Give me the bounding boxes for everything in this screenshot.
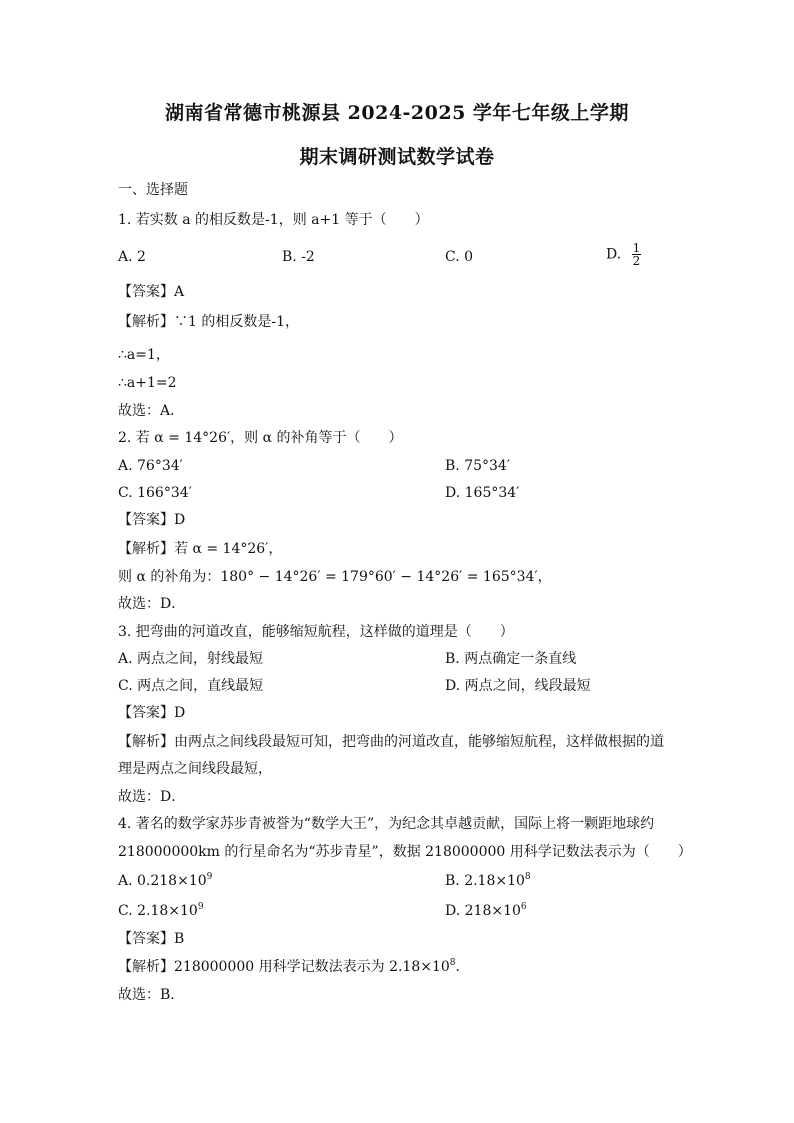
q4-analysis	[118, 958, 470, 976]
q4-analysis-exponent: 8	[449, 958, 456, 968]
q4-analysis-end: ．	[455, 959, 470, 975]
q4-answer: 【答案】B	[118, 931, 185, 947]
q4-option-a	[118, 872, 212, 890]
q4-option-b-base: B. 2.18×10	[445, 873, 525, 889]
q4-option-c	[118, 902, 204, 920]
doc-title-line1: 湖南省常德市桃源县 2024-2025 学年七年级上学期	[165, 102, 629, 124]
q4-analysis-text: 【解析】218000000 用科学记数法表示为 2.18×10	[118, 959, 450, 975]
q1-stem: 1. 若实数 a 的相反数是-1，则 a+1 等于（ ）	[118, 212, 429, 228]
section-heading: 一、选择题	[118, 182, 188, 198]
q3-option-b: B. 两点确定一条直线	[445, 651, 577, 667]
q2-conclusion: 故选：D．	[118, 596, 186, 612]
q4-option-c-exponent: 9	[197, 902, 204, 912]
q4-option-d-base: D. 218×10	[445, 903, 521, 919]
doc-title-line2: 期末调研测试数学试卷	[299, 146, 495, 168]
q2-option-d: D. 165°34′	[445, 485, 520, 501]
q4-option-c-base: C. 2.18×10	[118, 903, 198, 919]
q1-analysis-2: ∴a=1，	[118, 347, 170, 363]
q2-answer: 【答案】D	[118, 512, 186, 528]
q3-conclusion: 故选：D．	[118, 789, 186, 805]
q4-stem-line2: 218000000km 的行星命名为“苏步青星”，数据 218000000 用科学记数法表示为（ ）	[118, 844, 692, 860]
q1-option-b: B. -2	[282, 249, 315, 265]
q1-option-d-fraction	[632, 242, 642, 267]
q1-answer: 【答案】A	[118, 284, 185, 300]
q2-analysis-1: 【解析】若 α = 14°26′，	[118, 541, 283, 557]
q3-analysis-2: 理是两点之间线段最短，	[118, 761, 272, 777]
q3-option-a: A. 两点之间，射线最短	[118, 651, 264, 667]
q4-option-b-exponent: 8	[524, 872, 531, 882]
q1-option-a: A. 2	[118, 249, 146, 265]
q3-option-d: D. 两点之间，线段最短	[445, 678, 591, 694]
q1-conclusion: 故选：A．	[118, 403, 185, 419]
q4-option-a-base: A. 0.218×10	[118, 873, 207, 889]
fraction-denominator: 2	[632, 254, 641, 268]
q4-stem-line1: 4. 著名的数学家苏步青被誉为“数学大王”，为纪念其卓越贡献，国际上将一颗距地球约	[118, 816, 655, 832]
q3-analysis-1: 【解析】由两点之间线段最短可知，把弯曲的河道改直，能够缩短航程，这样做根据的道	[118, 734, 664, 750]
q4-option-b	[445, 872, 531, 890]
q1-option-d-label: D.	[606, 246, 622, 263]
q1-analysis-3: ∴a+1=2	[118, 375, 177, 391]
q2-stem: 2. 若 α = 14°26′，则 α 的补角等于（ ）	[118, 430, 403, 446]
q4-option-a-exponent: 9	[206, 872, 213, 882]
fraction-numerator: 1	[632, 241, 641, 255]
q2-option-c: C. 166°34′	[118, 485, 192, 501]
q2-option-a: A. 76°34′	[118, 458, 183, 474]
q1-analysis-1: 【解析】∵1 的相反数是-1，	[118, 314, 299, 330]
q3-answer: 【答案】D	[118, 705, 186, 721]
q2-analysis-2: 则 α 的补角为：180° − 14°26′ = 179°60′ − 14°26′ = 165°34′，	[118, 569, 552, 585]
q4-option-d-exponent: 6	[520, 902, 527, 912]
q4-conclusion: 故选：B．	[118, 987, 185, 1003]
q1-option-d	[606, 242, 641, 267]
q3-stem: 3. 把弯曲的河道改直，能够缩短航程，这样做的道理是（ ）	[118, 624, 514, 640]
q4-option-d	[445, 902, 527, 920]
q2-option-b: B. 75°34′	[445, 458, 510, 474]
q3-option-c: C. 两点之间，直线最短	[118, 678, 264, 694]
q1-option-c: C. 0	[445, 249, 474, 265]
